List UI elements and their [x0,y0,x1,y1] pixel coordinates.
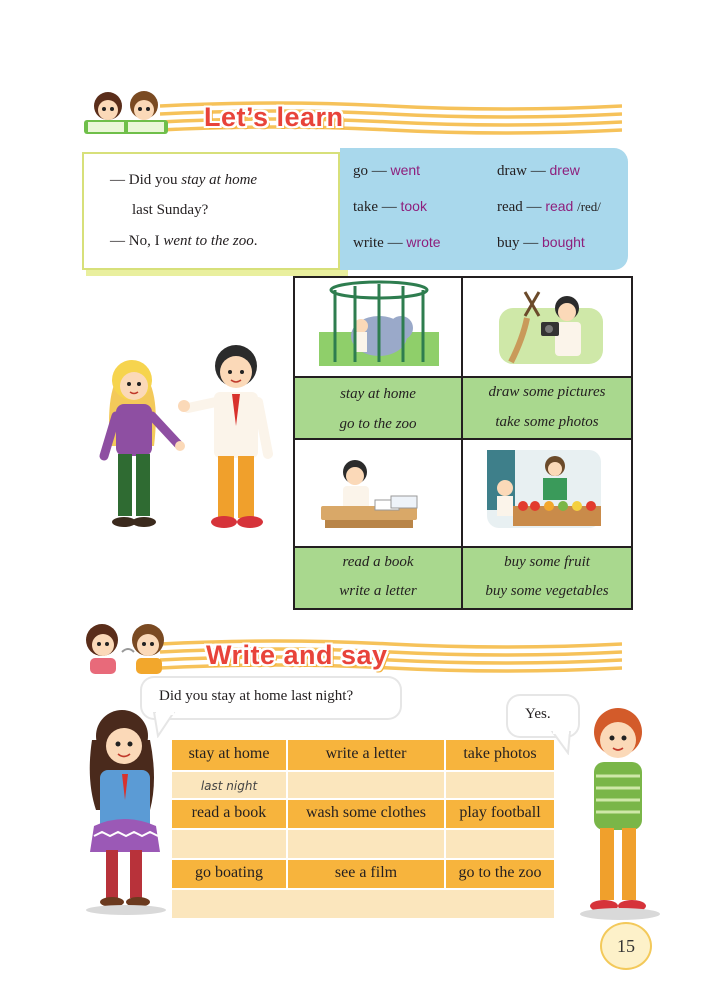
boy-illustration [576,702,666,924]
bubble-text: Yes. [525,706,551,722]
table-cell: play football [446,800,554,828]
dialog-text: No, I [128,233,164,249]
table-cell: wash some clothes [288,800,444,828]
camera-windmill-picture [463,278,631,376]
verb-pair: buy — bought [497,234,585,251]
question-bubble [142,678,400,718]
answer-cell[interactable] [446,830,554,858]
activity-grid [293,276,633,610]
answer-cell[interactable] [172,890,554,918]
dialog-phrase: went to the zoo [163,233,254,249]
caption-line: read a book [342,554,414,570]
verb-pair: write — wrote [353,234,441,251]
answer-cell[interactable] [172,772,286,798]
caption-line: buy some vegetables [485,583,609,599]
dialog-box [82,152,340,270]
table-cell: go boating [172,860,286,888]
dialog-phrase: stay at home [181,172,258,188]
verb-pair: read — read /red/ [497,198,601,215]
zoo-cage-icon [295,278,461,376]
dash: — [110,233,125,249]
answer-cell[interactable] [172,830,286,858]
table-cell: take photos [446,740,554,770]
dialog-text: Did you [128,172,182,188]
talking-kids-icon [78,618,176,676]
caption-cell [295,548,461,608]
lets-learn-title: Let’s learn [204,102,344,132]
fruit-stall-icon [463,440,631,546]
answer-cell[interactable] [288,830,444,858]
reading-kids-icon [80,86,172,138]
caption-cell [463,548,631,608]
caption-line: take some photos [495,414,599,430]
verb-pair: draw — drew [497,162,580,179]
camera-icon [463,278,631,376]
table-cell: stay at home [172,740,286,770]
desk-letter-picture [295,440,461,546]
dialog-question-cont: last Sunday? [132,202,209,218]
table-cell: write a letter [288,740,444,770]
girl-illustration [78,700,174,916]
desk-icon [295,440,461,546]
caption-line: buy some fruit [504,554,590,570]
table-cell: see a film [288,860,444,888]
girl-and-boy-illustration [96,336,286,532]
answer-cell[interactable] [288,772,444,798]
table-cell: go to the zoo [446,860,554,888]
caption-cell [295,378,461,438]
verb-box [340,148,628,270]
verb-pair: go — went [353,162,421,179]
bubble-text: Did you stay at home last night? [159,688,354,704]
activity-table [172,740,554,918]
verb-pair: take — took [353,198,427,215]
caption-line: go to the zoo [339,416,417,432]
caption-line: write a letter [339,583,417,599]
caption-line: draw some pictures [488,384,606,400]
write-and-say-title: Write and say [206,640,388,670]
dash: — [110,172,125,188]
fruit-shop-picture [463,440,631,546]
answer-bubble [508,696,578,736]
caption-cell [463,378,631,438]
zoo-elephant-picture [295,278,461,376]
handwritten-note: last night [200,779,258,793]
table-cell: read a book [172,800,286,828]
page-number: 15 [600,922,652,970]
dialog-answer [110,233,258,250]
dialog-question [110,172,257,189]
answer-cell[interactable] [446,772,554,798]
caption-line: stay at home [340,386,416,402]
dialog-text: . [253,233,258,249]
